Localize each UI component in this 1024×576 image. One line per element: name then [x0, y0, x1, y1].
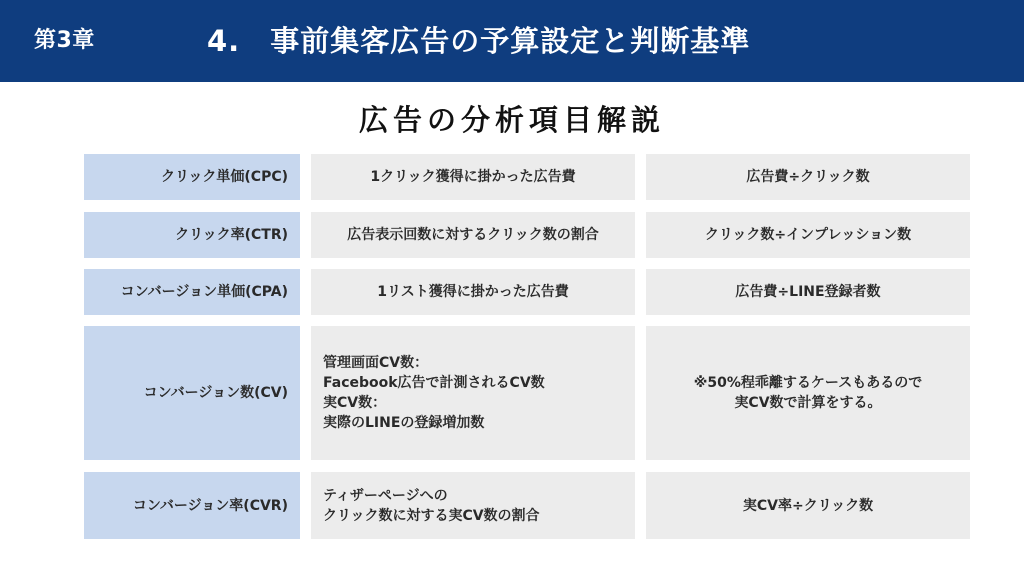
row-definition-cpa [311, 269, 635, 315]
definition-line: 1リスト獲得に掛かった広告費 [377, 284, 569, 300]
row-label-cv: コンバージョン数(CV) [84, 326, 300, 460]
definition-line: 1クリック獲得に掛かった広告費 [370, 169, 576, 185]
row-formula-cv [646, 326, 970, 460]
formula-line: 広告費÷LINE登録者数 [735, 284, 881, 300]
row-definition-cpc [311, 154, 635, 200]
definition-line: クリック数に対する実CV数の割合 [323, 507, 540, 524]
definition-line: 管理画面CV数： [323, 355, 429, 371]
row-formula-cpa [646, 269, 970, 315]
row-definition-cv [311, 326, 635, 460]
definition-line: ティザーページへの [323, 487, 448, 504]
row-formula-cpc [646, 154, 970, 200]
row-label-cpa: コンバージョン単価(CPA) [84, 269, 300, 315]
formula-line: ※50%程乖離するケースもあるので [693, 375, 923, 391]
row-formula-ctr [646, 212, 970, 258]
page-title: 4. 事前集客広告の予算設定と判断基準 [207, 24, 751, 58]
section-title: 広告の分析項目解説 [358, 103, 665, 137]
row-definition-ctr [311, 212, 635, 258]
definition-line: 実CV数： [323, 395, 387, 411]
definition-line: Facebook広告で計測されるCV数 [323, 375, 545, 391]
row-label-cvr: コンバージョン率(CVR) [84, 472, 300, 539]
row-formula-cvr [646, 472, 970, 539]
formula-line: 実CV数で計算をする。 [734, 395, 882, 411]
row-label-cpc: クリック単価(CPC) [84, 154, 300, 200]
chapter-label: 第3章 [34, 28, 95, 53]
definition-line: 実際のLINEの登録増加数 [323, 415, 485, 431]
definition-line: 広告表示回数に対するクリック数の割合 [347, 227, 599, 243]
formula-line: 実CV率÷クリック数 [742, 497, 874, 514]
row-definition-cvr [311, 472, 635, 539]
formula-line: クリック数÷インプレッション数 [704, 227, 912, 243]
formula-line: 広告費÷クリック数 [746, 169, 870, 185]
row-label-ctr: クリック率(CTR) [84, 212, 300, 258]
header-bar [0, 0, 1024, 82]
